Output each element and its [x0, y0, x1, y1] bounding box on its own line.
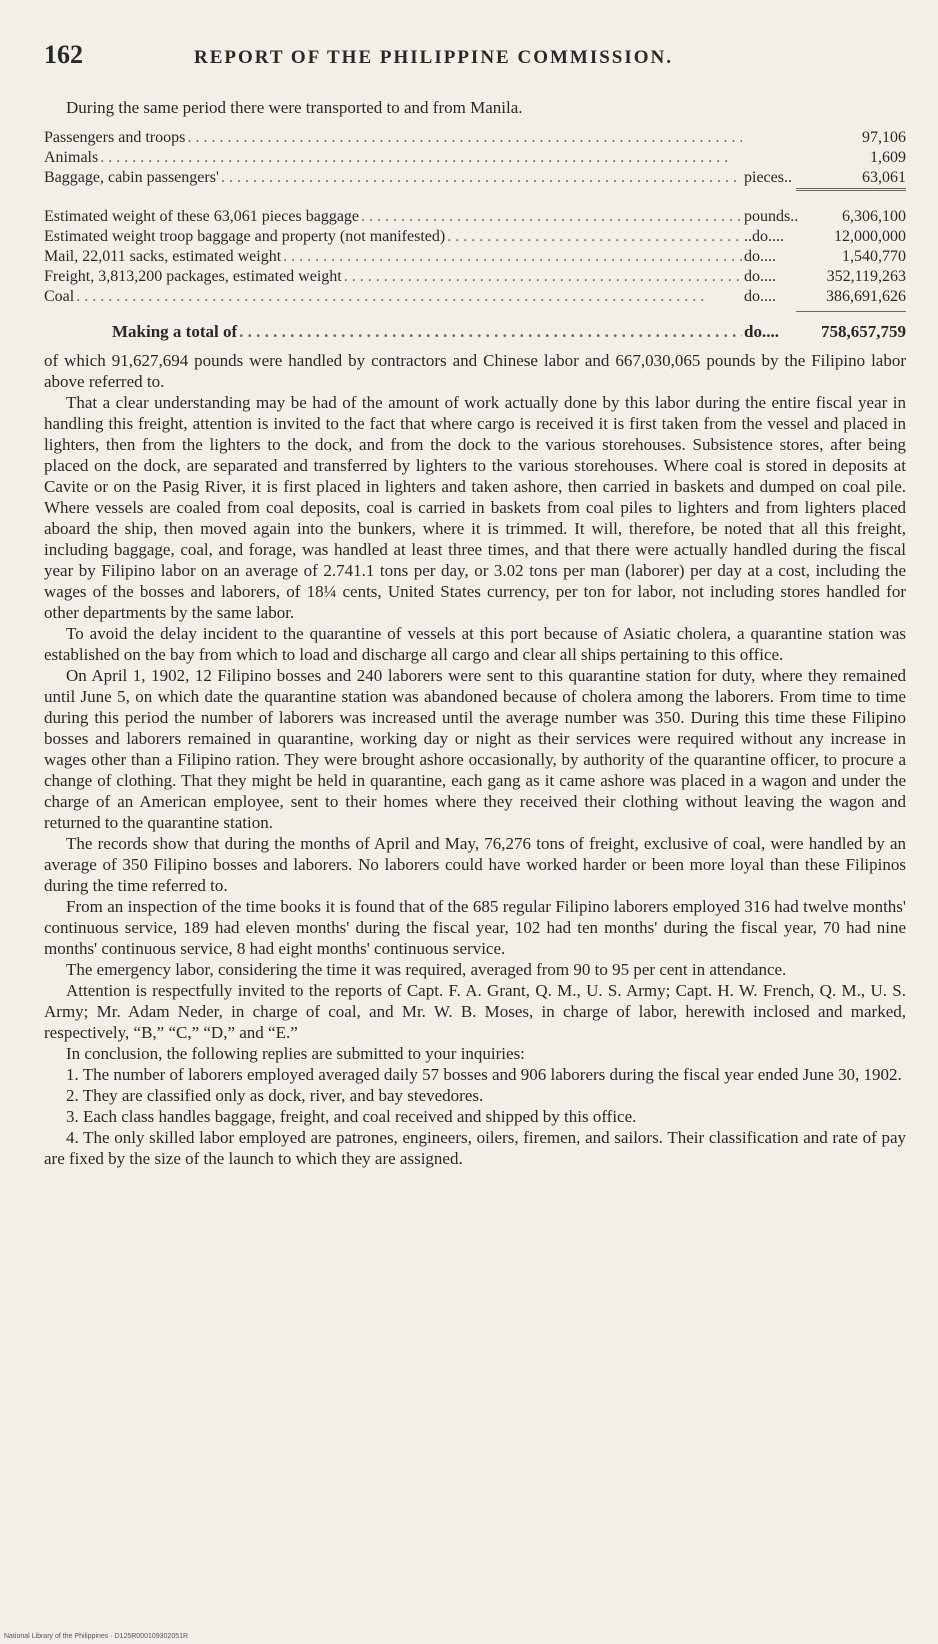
table-row [44, 267, 906, 287]
table-row [44, 128, 906, 148]
leader-dots [239, 322, 742, 342]
total-label: Making a total of [112, 322, 238, 341]
total-unit: do.... [744, 322, 779, 341]
row-label: Freight, 3,813,200 packages, estimated weight [44, 268, 342, 285]
table-row [44, 148, 906, 168]
paragraph: 2. They are classified only as dock, river, and bay stevedores. [66, 1086, 484, 1105]
row-label: Passengers and troops [44, 129, 186, 146]
row-label: Estimated weight troop baggage and property (not manifested) [44, 228, 446, 245]
page-header [44, 40, 906, 80]
transport-table [44, 128, 906, 342]
leader-dots [100, 148, 742, 168]
table-row [44, 168, 906, 188]
table-row [44, 227, 906, 247]
paragraph: 3. Each class handles baggage, freight, and coal received and shipped by this office. [66, 1107, 637, 1126]
row-label: Mail, 22,011 sacks, estimated weight [44, 248, 282, 265]
table-row [44, 287, 906, 307]
table-row [44, 207, 906, 227]
table-row [44, 247, 906, 267]
row-unit: pieces.. [744, 169, 792, 186]
page-number: 162 [44, 40, 83, 69]
row-label: Animals [44, 149, 99, 166]
paragraph: From an inspection of the time books it is found that of the 685 regular Filipino laborers employed 316 had twelve months' continuous service, 189 had eleven months' during the fiscal year, 102 had ten months' during the fiscal year, 70 had nine months' continuous service, 8 had eight months' continuous service. [44, 897, 906, 958]
row-value: 1,540,770 [842, 248, 906, 265]
paragraph: To avoid the delay incident to the quarantine of vessels at this port because of Asiatic cholera, a quarantine station was established on the bay from which to load and discharge all cargo and clear all ships pertaining to this office. [44, 624, 906, 664]
row-value: 12,000,000 [834, 228, 906, 245]
leader-dots [344, 267, 742, 287]
row-value: 63,061 [862, 169, 906, 186]
row-label: Baggage, cabin passengers' [44, 169, 219, 186]
paragraph: On April 1, 1902, 12 Filipino bosses and 240 laborers were sent to this quarantine station for duty, where they remained until June 5, on which date the quarantine station was abandoned because of cholera among the laborers. From time to time during this period the number of laborers was increased until the average number was 350. During this time these Filipino bosses and laborers remained in quarantine, working day or night as their services were required without any increase in wages other than a Filipino ration. They were brought ashore occasionally, by authority of the quarantine officer, to procure a change of clothing. That they might be held in quarantine, each gang as it came ashore was placed in a wagon and under the charge of an American employee, sent to their homes where they received their clothing without leaving the wagon and returned to the quarantine station. [44, 666, 906, 832]
row-label: Estimated weight of these 63,061 pieces baggage [44, 208, 360, 225]
paragraph: of which 91,627,694 pounds were handled by contractors and Chinese labor and 667,030,065 pounds by the Filipino labor above referred to. [44, 351, 906, 391]
total-row [112, 322, 906, 342]
paragraph: That a clear understanding may be had of the amount of work actually done by this labor during the entire fiscal year in handling this freight, attention is invited to the fact that where cargo is received it is first taken from the vessel and placed in lighters, then from the lighters to the dock, and from the dock to the various storehouses. Subsistence stores, after being placed on the dock, are separated and transferred by lighters to the various storehouses. Where coal is stored in deposits at Cavite or on the Pasig River, it is first placed in lighters and taken ashore, then carried in baskets and dumped on coal pile. Where vessels are coaled from coal deposits, coal is carried in baskets from coal piles to lighters and from lighters placed aboard the ship, then moved again into the bunkers, where it is trimmed. It will, therefore, be noted that all this freight, including baggage, coal, and forage, was handled at least three times, and that there were actually handled during the fiscal year by Filipino labor on an average of 2.741.1 tons per day, or 3.02 tons per man (laborer) per day at a cost, including the wages of the bosses and laborers, of 18¼ cents, United States currency, per ton for labor, not including stores handled for other departments by the same labor. [44, 393, 906, 622]
row-unit: ..do.... [744, 228, 784, 245]
leader-dots [283, 247, 742, 267]
leader-dots [187, 128, 742, 148]
row-value: 386,691,626 [826, 288, 906, 305]
row-value: 97,106 [862, 129, 906, 146]
row-unit: do.... [744, 248, 776, 265]
leader-dots [361, 207, 742, 227]
scan-footer: National Library of the Philippines · D125R000109302051R [4, 1633, 189, 1640]
row-unit: do.... [744, 268, 776, 285]
report-page [44, 40, 906, 1169]
paragraph: The emergency labor, considering the time it was required, averaged from 90 to 95 per cent in attendance. [66, 960, 787, 979]
paragraph: 4. The only skilled labor employed are patrones, engineers, oilers, firemen, and sailors. Their classification and rate of pay are fixed by the size of the launch to which they are assigned. [44, 1128, 906, 1168]
row-value: 352,119,263 [826, 268, 906, 285]
paragraph: In conclusion, the following replies are submitted to your inquiries: [66, 1044, 525, 1063]
total-value: 758,657,759 [821, 322, 906, 341]
running-title: REPORT OF THE PHILIPPINE COMMISSION. [194, 47, 674, 68]
row-label: Coal [44, 288, 75, 305]
row-value: 6,306,100 [842, 208, 906, 225]
total-rule [796, 311, 906, 312]
leader-dots [76, 287, 742, 307]
paragraph: 1. The number of laborers employed averaged daily 57 bosses and 906 laborers during the fiscal year ended June 30, 1902. [66, 1065, 902, 1084]
body-text [44, 350, 906, 1169]
intro-line: During the same period there were transported to and from Manila. [66, 98, 523, 117]
row-unit: do.... [744, 288, 776, 305]
row-value: 1,609 [870, 149, 906, 166]
leader-dots [447, 227, 742, 247]
leader-dots [221, 168, 742, 188]
paragraph: Attention is respectfully invited to the reports of Capt. F. A. Grant, Q. M., U. S. Army; Capt. H. W. French, Q. M., U. S. Army; Mr. Adam Neder, in charge of coal, and Mr. W. B. Moses, in charge of labor, herewith inclosed and marked, respectively, “B,” “C,” “D,” and “E.” [44, 981, 906, 1042]
row-unit: pounds.. [744, 208, 799, 225]
paragraph: The records show that during the months of April and May, 76,276 tons of freight, exclusive of coal, were handled by an average of 350 Filipino bosses and laborers. No laborers could have worked harder or been more loyal than these Filipinos during the time referred to. [44, 834, 906, 895]
